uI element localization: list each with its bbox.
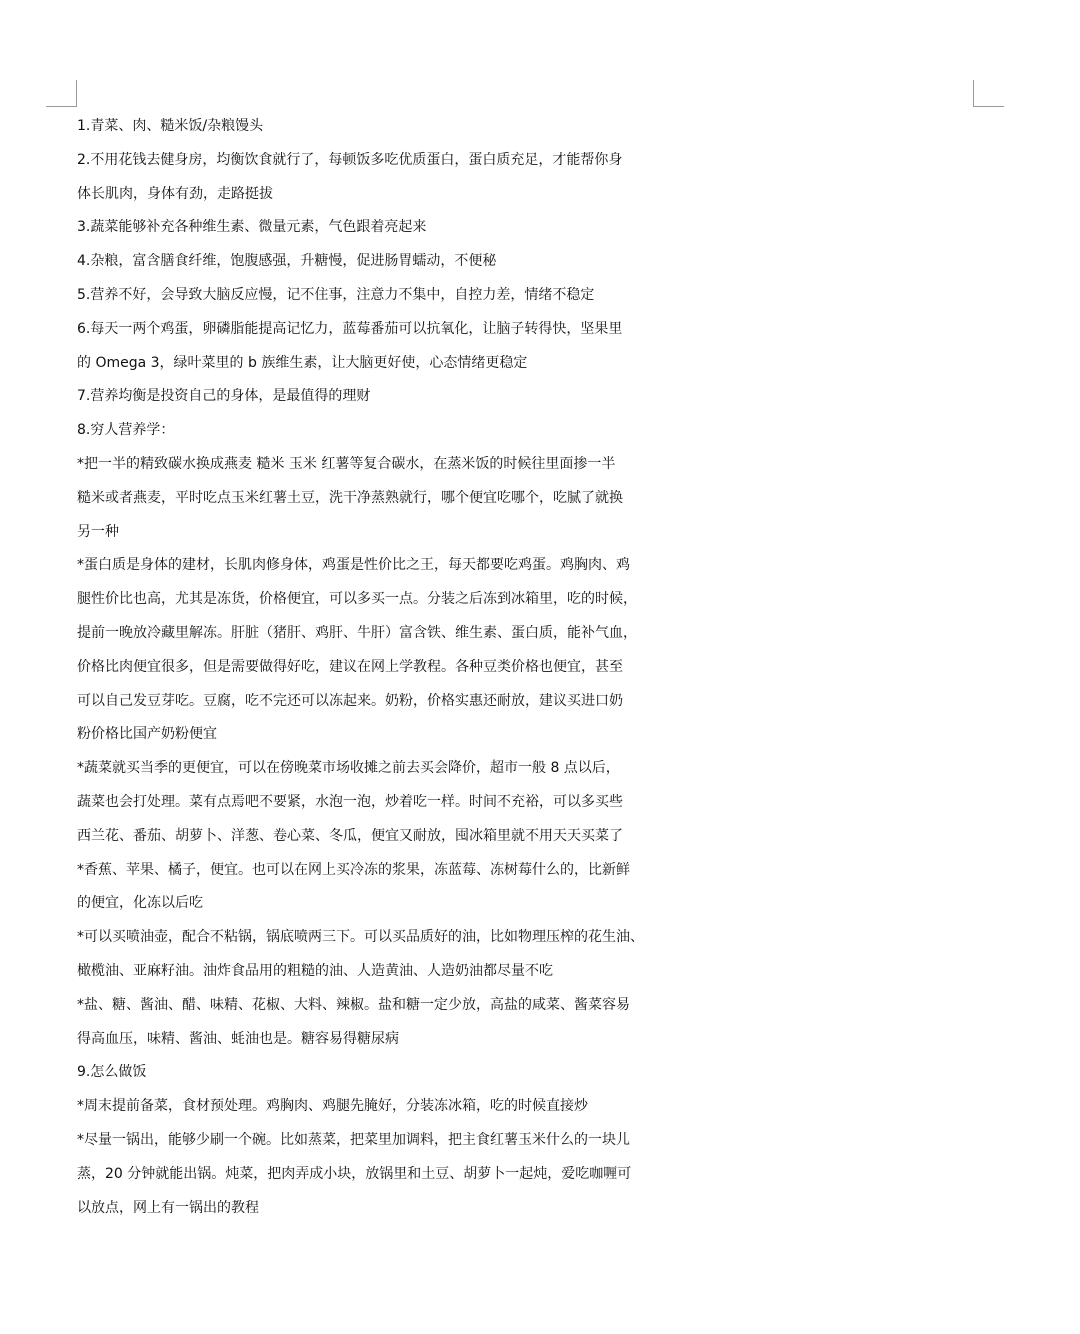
text-line: 的便宜，化冻以后吃 xyxy=(77,895,203,912)
text-line: 以放点，网上有一锅出的教程 xyxy=(77,1199,259,1216)
text-line: 8.穷人营养学： xyxy=(77,422,175,439)
text-line: 的 Omega 3，绿叶菜里的 b 族维生素，让大脑更好使，心态情绪更稳定 xyxy=(77,354,528,371)
text-line: *尽量一锅出，能够少刷一个碗。比如蒸菜，把菜里加调料，把主食红薯玉米什么的一块儿 xyxy=(77,1131,630,1148)
text-line: 腿性价比也高，尤其是冻货，价格便宜，可以多买一点。分装之后冻到冰箱里，吃的时候， xyxy=(77,591,637,608)
document-body[interactable] xyxy=(77,110,977,1225)
text-line: 7.营养均衡是投资自己的身体，是最值得的理财 xyxy=(77,388,371,405)
text-line: *盐、糖、酱油、醋、味精、花椒、大料、辣椒。盐和糖一定少放，高盐的咸菜、酱菜容易 xyxy=(77,996,630,1013)
text-line: 可以自己发豆芽吃。豆腐，吃不完还可以冻起来。奶粉，价格实惠还耐放，建议买进口奶 xyxy=(77,692,623,709)
text-line: 价格比肉便宜很多，但是需要做得好吃，建议在网上学教程。各种豆类价格也便宜，甚至 xyxy=(77,658,623,675)
text-line: 蔬菜也会打处理。菜有点焉吧不要紧，水泡一泡，炒着吃一样。时间不充裕，可以多买些 xyxy=(77,793,623,810)
text-line: 提前一晚放冷藏里解冻。肝脏（猪肝、鸡肝、牛肝）富含铁、维生素、蛋白质，能补气血， xyxy=(77,624,637,641)
text-line: *可以买喷油壶，配合不粘锅，锅底喷两三下。可以买品质好的油，比如物理压榨的花生油、 xyxy=(77,929,644,946)
text-line: *香蕉、苹果、橘子，便宜。也可以在网上买冷冻的浆果，冻蓝莓、冻树莓什么的，比新鲜 xyxy=(77,861,630,878)
text-line: 9.怎么做饭 xyxy=(77,1064,147,1081)
text-line: 5.营养不好，会导致大脑反应慢，记不住事，注意力不集中，自控力差，情绪不稳定 xyxy=(77,286,595,303)
text-line: 西兰花、番茄、胡萝卜、洋葱、卷心菜、冬瓜，便宜又耐放，囤冰箱里就不用天天买菜了 xyxy=(77,827,623,844)
text-line: 得高血压，味精、酱油、蚝油也是。糖容易得糖尿病 xyxy=(77,1030,399,1047)
text-line: *周末提前备菜，食材预处理。鸡胸肉、鸡腿先腌好，分装冻冰箱，吃的时候直接炒 xyxy=(77,1098,588,1115)
text-line: *把一半的精致碳水换成燕麦 糙米 玉米 红薯等复合碳水，在蒸米饭的时候往里面掺一半 xyxy=(77,455,616,472)
text-line: *蔬菜就买当季的更便宜，可以在傍晚菜市场收摊之前去买会降价，超市一般 8 点以后， xyxy=(77,760,620,777)
text-line: 4.杂粮，富含膳食纤维，饱腹感强，升糖慢，促进肠胃蠕动，不便秘 xyxy=(77,253,497,270)
text-line: 1.青菜、肉、糙米饭/杂粮馒头 xyxy=(77,118,264,134)
text-line: 2.不用花钱去健身房，均衡饮食就行了，每顿饭多吃优质蛋白，蛋白质充足，才能帮你身 xyxy=(77,151,623,168)
text-line: 6.每天一两个鸡蛋，卵磷脂能提高记忆力，蓝莓番茄可以抗氧化，让脑子转得快，坚果里 xyxy=(77,320,623,337)
text-line: 糙米或者燕麦，平时吃点玉米红薯土豆，洗干净蒸熟就行，哪个便宜吃哪个，吃腻了就换 xyxy=(77,489,623,506)
text-line: 另一种 xyxy=(77,523,119,540)
text-line: 橄榄油、亚麻籽油。油炸食品用的粗糙的油、人造黄油、人造奶油都尽量不吃 xyxy=(77,962,553,979)
text-line: 蒸，20 分钟就能出锅。炖菜，把肉弄成小块，放锅里和土豆、胡萝卜一起炖，爱吃咖喱可 xyxy=(77,1165,632,1182)
top-right-margin-marker xyxy=(973,80,1004,107)
text-line: 3.蔬菜能够补充各种维生素、微量元素，气色跟着亮起来 xyxy=(77,219,427,236)
text-line: 粉价格比国产奶粉便宜 xyxy=(77,726,217,743)
text-line: *蛋白质是身体的建材，长肌肉修身体，鸡蛋是性价比之王，每天都要吃鸡蛋。鸡胸肉、鸡 xyxy=(77,557,630,574)
top-left-margin-marker xyxy=(46,80,77,107)
text-line: 体长肌肉，身体有劲，走路挺拔 xyxy=(77,185,273,202)
